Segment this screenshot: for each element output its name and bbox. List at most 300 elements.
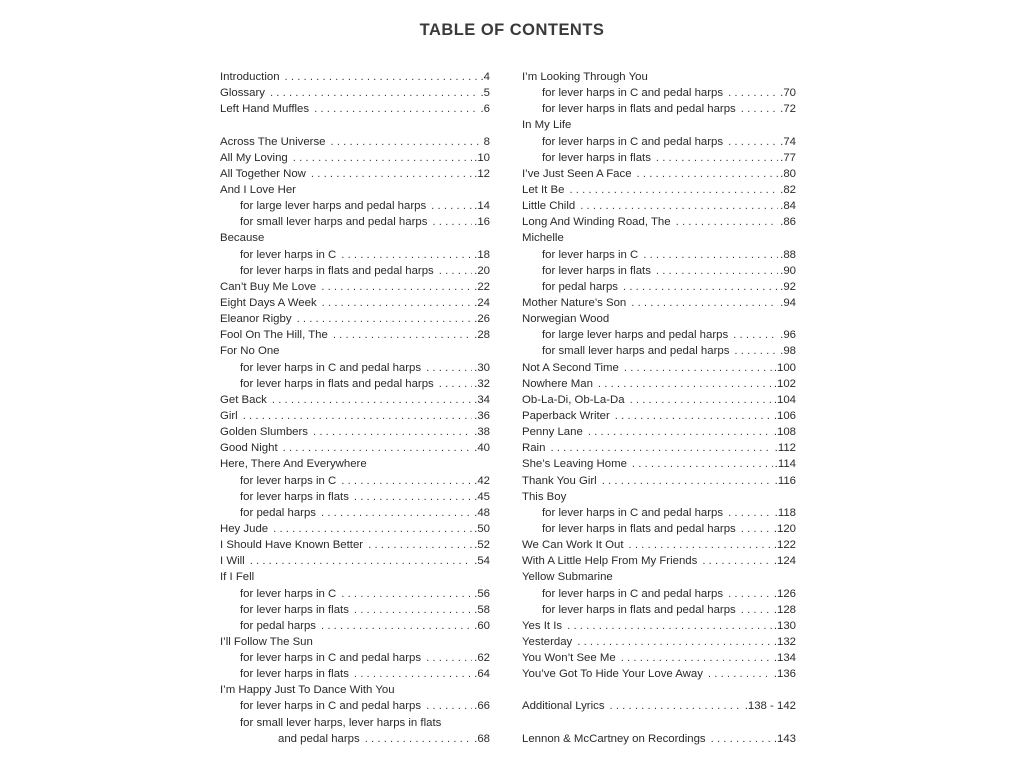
entry-title: We Can Work It Out: [522, 539, 624, 552]
toc-entry: [220, 553, 490, 569]
dot-leader: [432, 214, 472, 230]
page-number: .22: [474, 280, 490, 293]
toc-entry: [220, 85, 490, 101]
entry-title: for lever harps in C: [240, 587, 337, 600]
page-number: .100: [773, 361, 796, 374]
entry-title: Glossary: [220, 87, 265, 100]
toc-entry: [522, 569, 796, 585]
dot-leader: [676, 214, 779, 230]
toc-sub-entry: [522, 263, 796, 279]
toc-entry: [220, 424, 490, 440]
entry-title: You Won’t See Me: [522, 652, 616, 665]
page-number: .138 - 142: [744, 700, 796, 713]
dot-leader: [708, 666, 772, 682]
page-number: .134: [773, 652, 796, 665]
toc-right-column: [522, 69, 796, 747]
page-number: .77: [780, 151, 796, 164]
entry-title: With A Little Help From My Friends: [522, 555, 698, 568]
toc-entry: [522, 230, 796, 246]
page-number: .102: [773, 377, 796, 390]
dot-leader: [711, 731, 772, 747]
entry-title: Girl: [220, 409, 238, 422]
entry-title: Let It Be: [522, 183, 565, 196]
toc-entry: [220, 230, 490, 246]
entry-title: Hey Jude: [220, 522, 269, 535]
toc-entry: [522, 214, 796, 230]
page-number: .58: [474, 603, 490, 616]
toc-entry: [220, 279, 490, 295]
entry-title: for lever harps in flats: [240, 603, 349, 616]
entry-title: for lever harps in flats and pedal harps: [542, 603, 736, 616]
page-number: 8: [483, 135, 490, 148]
page-number: .72: [780, 103, 796, 116]
entry-title: Get Back: [220, 393, 267, 406]
toc-sub-entry: [220, 263, 490, 279]
toc-entry: [522, 376, 796, 392]
entry-title: for lever harps in flats: [542, 264, 651, 277]
toc-sub-entry: [220, 731, 490, 747]
page-number: .28: [474, 329, 490, 342]
page-number: .5: [480, 87, 490, 100]
entry-title: for lever harps in C and pedal harps: [240, 361, 422, 374]
dot-leader: [354, 602, 472, 618]
dot-leader: [602, 473, 773, 489]
page-number: .126: [773, 587, 796, 600]
dot-leader: [702, 553, 771, 569]
toc-sub-entry: [522, 521, 796, 537]
page-number: .124: [773, 555, 796, 568]
section-spacer: [522, 682, 796, 698]
toc-entry: [522, 360, 796, 376]
dot-leader: [333, 327, 472, 343]
dot-leader: [311, 166, 472, 182]
entry-title: Introduction: [220, 71, 280, 83]
entry-title: for small lever harps, lever harps in flats: [240, 716, 442, 729]
page-number: .143: [773, 732, 796, 745]
toc-sub-entry: [220, 376, 490, 392]
toc-entry: [522, 537, 796, 553]
entry-title: Michelle: [522, 232, 564, 245]
toc-entry: [220, 440, 490, 456]
page-number: .20: [474, 264, 490, 277]
page-number: .62: [474, 652, 490, 665]
entry-title: I’ve Just Seen A Face: [522, 167, 632, 180]
entry-title: I’m Happy Just To Dance With You: [220, 684, 395, 697]
page-number: .128: [773, 603, 796, 616]
entry-title: for lever harps in flats and pedal harps: [542, 103, 736, 116]
entry-title: for large lever harps and pedal harps: [542, 329, 729, 342]
entry-title: In My Life: [522, 119, 572, 132]
dot-leader: [569, 182, 778, 198]
dot-leader: [741, 101, 778, 117]
dot-leader: [313, 424, 472, 440]
toc-sub-entry: [522, 327, 796, 343]
toc-sub-entry: [220, 505, 490, 521]
toc-entry: [220, 134, 490, 150]
dot-leader: [624, 360, 772, 376]
toc-entry: [522, 650, 796, 666]
toc-entry: [522, 424, 796, 440]
toc-entry: [220, 408, 490, 424]
toc-sub-entry: [220, 247, 490, 263]
toc-sub-entry: [220, 618, 490, 634]
dot-leader: [368, 537, 472, 553]
entry-title: for lever harps in C: [240, 474, 337, 487]
entry-title: All My Loving: [220, 151, 288, 164]
dot-leader: [439, 263, 472, 279]
entry-title: Thank You Girl: [522, 474, 597, 487]
page-number: .88: [780, 248, 796, 261]
dot-leader: [550, 440, 772, 456]
dot-leader: [567, 618, 772, 634]
toc-entry: [522, 69, 796, 85]
page-number: .34: [474, 393, 490, 406]
toc-entry: [522, 166, 796, 182]
entry-title: This Boy: [522, 490, 567, 503]
entry-title: Paperback Writer: [522, 409, 610, 422]
dot-leader: [314, 101, 478, 117]
dot-leader: [741, 602, 772, 618]
dot-leader: [297, 311, 473, 327]
entry-title: And I Love Her: [220, 183, 296, 196]
toc-entry: [522, 473, 796, 489]
page-number: .24: [474, 296, 490, 309]
page-number: .38: [474, 426, 490, 439]
toc-sub-entry: [522, 134, 796, 150]
entry-title: for lever harps in flats and pedal harps: [240, 377, 434, 390]
toc-entry: [522, 408, 796, 424]
toc-sub-entry: [220, 360, 490, 376]
toc-entry: [220, 456, 490, 472]
page-number: .96: [780, 329, 796, 342]
entry-title: Penny Lane: [522, 426, 583, 439]
entry-title: for pedal harps: [240, 619, 316, 632]
toc-entry: [220, 182, 490, 198]
toc-entry: [522, 456, 796, 472]
page-title: TABLE OF CONTENTS: [419, 20, 605, 39]
page-number: .114: [774, 458, 796, 471]
dot-leader: [321, 505, 472, 521]
entry-title: for lever harps in C and pedal harps: [542, 135, 724, 148]
page-number: .12: [474, 167, 490, 180]
dot-leader: [439, 376, 472, 392]
entry-title: Left Hand Muffles: [220, 103, 310, 116]
entry-title: Ob-La-Di, Ob-La-Da: [522, 393, 625, 406]
toc-entry: [522, 553, 796, 569]
entry-title: and pedal harps: [278, 732, 360, 745]
entry-title: for lever harps in flats and pedal harps: [542, 522, 736, 535]
page-number: .98: [780, 345, 796, 358]
toc-entry: [522, 698, 796, 714]
dot-leader: [321, 279, 472, 295]
entry-title: for lever harps in C and pedal harps: [240, 700, 422, 713]
dot-leader: [426, 360, 472, 376]
dot-leader: [615, 408, 772, 424]
toc-entry: [220, 311, 490, 327]
page-number: .122: [773, 539, 796, 552]
dot-leader: [610, 698, 743, 714]
toc-entry: [522, 489, 796, 505]
toc-sub-entry: [522, 586, 796, 602]
entry-title: Yesterday: [522, 635, 573, 648]
dot-leader: [598, 376, 772, 392]
entry-title: All Together Now: [220, 167, 306, 180]
page-number: .84: [780, 200, 796, 213]
page-number: .14: [474, 200, 490, 213]
toc-entry: [522, 311, 796, 327]
toc-entry: [220, 166, 490, 182]
page-number: .92: [780, 280, 796, 293]
entry-title: Across The Universe: [220, 135, 326, 148]
toc-sub-entry: [220, 586, 490, 602]
toc-entry: [220, 101, 490, 117]
entry-title: for lever harps in C and pedal harps: [240, 652, 422, 665]
page-number: .70: [780, 87, 796, 100]
toc-sub-entry: [220, 602, 490, 618]
entry-title: Because: [220, 232, 265, 245]
entry-title: for lever harps in C: [542, 248, 639, 261]
dot-leader: [741, 521, 772, 537]
toc-entry: [522, 731, 796, 747]
toc-sub-entry: [220, 489, 490, 505]
toc-entry: [522, 182, 796, 198]
entry-title: for lever harps in C and pedal harps: [542, 587, 724, 600]
page-number: .64: [474, 668, 490, 681]
toc-entry: [522, 618, 796, 634]
entry-title: If I Fell: [220, 571, 255, 584]
entry-title: Eight Days A Week: [220, 296, 317, 309]
dot-leader: [283, 440, 473, 456]
entry-title: She’s Leaving Home: [522, 458, 627, 471]
page-number: .136: [773, 668, 796, 681]
section-spacer: [220, 117, 490, 133]
dot-leader: [341, 586, 472, 602]
entry-title: I Will: [220, 555, 245, 568]
dot-leader: [243, 408, 472, 424]
page-number: .45: [474, 490, 490, 503]
entry-title: Little Child: [522, 200, 576, 213]
entry-title: for pedal harps: [542, 280, 618, 293]
entry-title: Additional Lyrics: [522, 700, 605, 713]
entry-title: Not A Second Time: [522, 361, 619, 374]
entry-title: For No One: [220, 345, 280, 358]
toc-sub-entry: [522, 247, 796, 263]
dot-leader: [331, 134, 482, 150]
toc-entry: [522, 392, 796, 408]
dot-leader: [656, 150, 778, 166]
toc-entry: [522, 295, 796, 311]
page-number: .60: [474, 619, 490, 632]
dot-leader: [365, 731, 472, 747]
toc-entry: [220, 682, 490, 698]
dot-leader: [270, 85, 479, 101]
page-number: .130: [773, 619, 796, 632]
entry-title: Rain: [522, 442, 546, 455]
toc-sub-entry: [220, 715, 490, 731]
entry-title: for lever harps in flats: [542, 151, 651, 164]
dot-leader: [632, 456, 773, 472]
entry-title: I’ll Follow The Sun: [220, 635, 313, 648]
page-number: .48: [474, 506, 490, 519]
entry-title: for lever harps in C: [240, 248, 337, 261]
toc-sub-entry: [220, 214, 490, 230]
entry-title: Norwegian Wood: [522, 313, 610, 326]
entry-title: for lever harps in C and pedal harps: [542, 506, 724, 519]
entry-title: for pedal harps: [240, 506, 316, 519]
dot-leader: [321, 618, 472, 634]
toc-entry: [220, 343, 490, 359]
page-number: .80: [780, 167, 796, 180]
page-number: .82: [780, 183, 796, 196]
entry-title: for lever harps in flats and pedal harps: [240, 264, 434, 277]
entry-title: Mother Nature’s Son: [522, 296, 627, 309]
entry-title: Fool On The Hill, The: [220, 329, 328, 342]
toc-entry: [522, 666, 796, 682]
dot-leader: [728, 586, 772, 602]
dot-leader: [656, 263, 778, 279]
page-number: .86: [780, 216, 796, 229]
toc-sub-entry: [522, 150, 796, 166]
dot-leader: [580, 198, 778, 214]
toc-entry: [220, 392, 490, 408]
entry-title: Lennon & McCartney on Recordings: [522, 732, 706, 745]
page-number: .56: [474, 587, 490, 600]
entry-title: for small lever harps and pedal harps: [542, 345, 730, 358]
toc-sub-entry: [522, 505, 796, 521]
page-number: .6: [480, 103, 490, 116]
toc-entry: [220, 569, 490, 585]
dot-leader: [588, 424, 772, 440]
dot-leader: [629, 537, 772, 553]
dot-leader: [285, 69, 479, 85]
toc-entry: [220, 537, 490, 553]
dot-leader: [577, 634, 772, 650]
dot-leader: [733, 327, 778, 343]
entry-title: You’ve Got To Hide Your Love Away: [522, 668, 703, 681]
toc-entry: [220, 69, 490, 85]
dot-leader: [728, 505, 773, 521]
dot-leader: [631, 295, 778, 311]
toc-sub-entry: [522, 279, 796, 295]
dot-leader: [354, 666, 472, 682]
entry-title: Yes It Is: [522, 619, 563, 632]
page-number: .30: [474, 361, 490, 374]
entry-title: Good Night: [220, 442, 278, 455]
toc-sub-entry: [522, 602, 796, 618]
page-number: .18: [474, 248, 490, 261]
toc-sub-entry: [220, 666, 490, 682]
page-number: .26: [474, 313, 490, 326]
entry-title: I’m Looking Through You: [522, 71, 648, 83]
page-number: .132: [773, 635, 796, 648]
page-number: .54: [474, 555, 490, 568]
page-number: .116: [774, 474, 796, 487]
entry-title: Here, There And Everywhere: [220, 458, 367, 471]
entry-title: Yellow Submarine: [522, 571, 613, 584]
page-number: .66: [474, 700, 490, 713]
page-number: .32: [474, 377, 490, 390]
dot-leader: [643, 247, 778, 263]
page-number: .108: [773, 426, 796, 439]
section-spacer: [522, 715, 796, 731]
toc-entry: [220, 521, 490, 537]
page-number: .36: [474, 409, 490, 422]
entry-title: for small lever harps and pedal harps: [240, 216, 428, 229]
page-number: .104: [773, 393, 796, 406]
page-number: .94: [780, 296, 796, 309]
page-number: .112: [774, 442, 796, 455]
dot-leader: [734, 343, 778, 359]
page-number: .68: [474, 732, 490, 745]
toc-sub-entry: [220, 650, 490, 666]
dot-leader: [426, 650, 472, 666]
page-number: .4: [480, 71, 490, 83]
toc-sub-entry: [220, 473, 490, 489]
toc-entry: [220, 634, 490, 650]
dot-leader: [728, 85, 778, 101]
toc-sub-entry: [522, 85, 796, 101]
dot-leader: [250, 553, 472, 569]
dot-leader: [621, 650, 772, 666]
dot-leader: [426, 698, 472, 714]
entry-title: Long And Winding Road, The: [522, 216, 671, 229]
toc-sub-entry: [220, 698, 490, 714]
page-number: .50: [474, 522, 490, 535]
entry-title: for large lever harps and pedal harps: [240, 200, 427, 213]
entry-title: I Should Have Known Better: [220, 539, 364, 552]
toc-sub-entry: [522, 101, 796, 117]
dot-leader: [322, 295, 472, 311]
page-number: .52: [474, 539, 490, 552]
entry-title: Can’t Buy Me Love: [220, 280, 317, 293]
page-number: .42: [474, 474, 490, 487]
page-number: .106: [773, 409, 796, 422]
dot-leader: [341, 247, 472, 263]
dot-leader: [341, 473, 472, 489]
toc-entry: [522, 440, 796, 456]
toc-sub-entry: [220, 198, 490, 214]
page-number: .90: [780, 264, 796, 277]
dot-leader: [623, 279, 778, 295]
entry-title: Nowhere Man: [522, 377, 593, 390]
page-number: .120: [773, 522, 796, 535]
dot-leader: [272, 392, 472, 408]
dot-leader: [293, 150, 472, 166]
toc-entry: [220, 327, 490, 343]
entry-title: Eleanor Rigby: [220, 313, 292, 326]
entry-title: for lever harps in C and pedal harps: [542, 87, 724, 100]
toc-entry: [522, 198, 796, 214]
toc-left-column: [220, 69, 490, 747]
dot-leader: [728, 134, 778, 150]
toc-sub-entry: [522, 343, 796, 359]
page-number: .40: [474, 442, 490, 455]
dot-leader: [354, 489, 472, 505]
toc-entry: [220, 150, 490, 166]
dot-leader: [630, 392, 772, 408]
page-number: .10: [474, 151, 490, 164]
toc-entry: [522, 117, 796, 133]
page-number: .118: [774, 506, 796, 519]
entry-title: for lever harps in flats: [240, 490, 349, 503]
toc-entry: [522, 634, 796, 650]
toc-entry: [220, 295, 490, 311]
dot-leader: [273, 521, 472, 537]
entry-title: Golden Slumbers: [220, 426, 309, 439]
page-number: .74: [780, 135, 796, 148]
dot-leader: [431, 198, 472, 214]
page-number: .16: [474, 216, 490, 229]
